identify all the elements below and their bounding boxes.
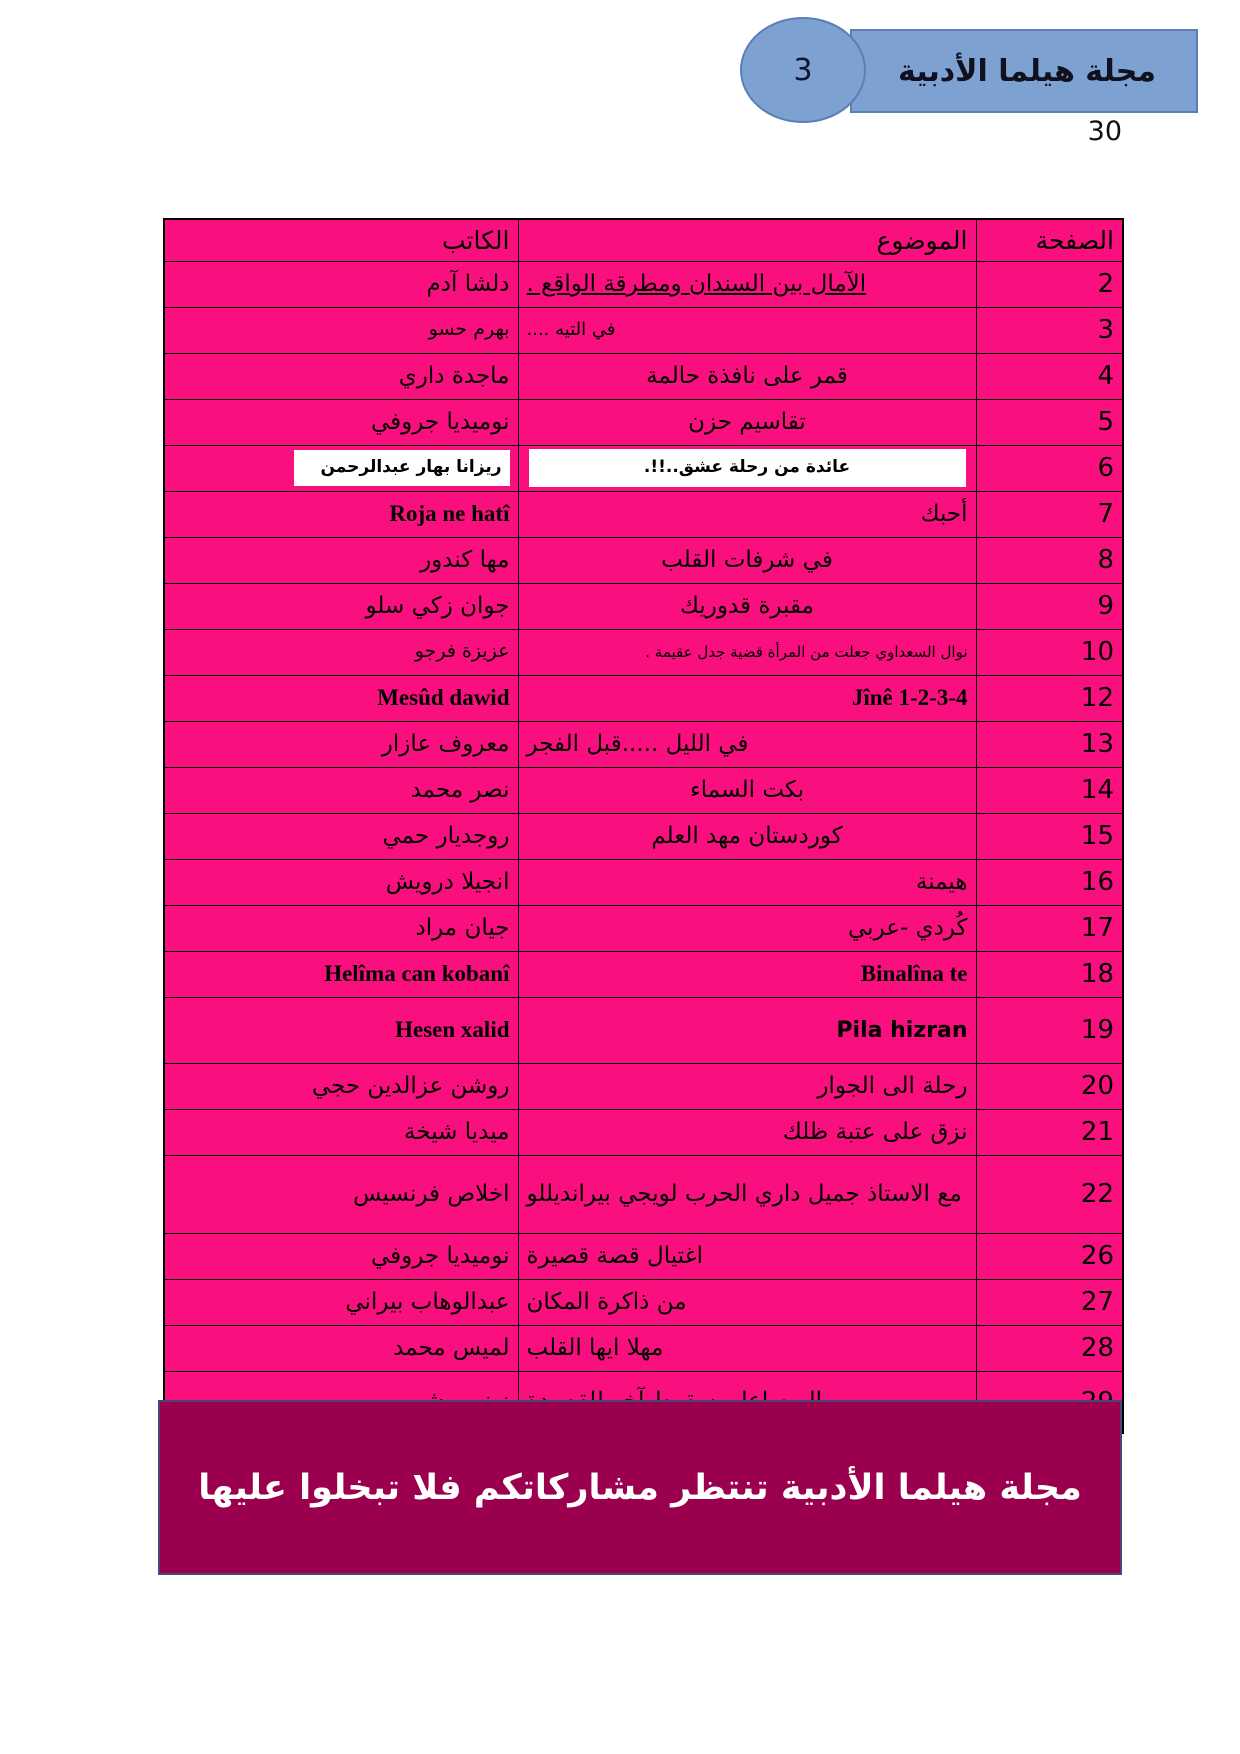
footer-banner [158,1400,1122,1575]
writer-cell [164,1063,518,1109]
topic-cell-text: الآمال بين السندان ومطرقة الواقع . [526,270,867,297]
writer-cell [164,1155,518,1233]
table-row [164,491,1123,537]
issue-number-badge [740,17,866,123]
toc-table [163,218,1124,1434]
topic-cell [518,859,976,905]
writer-cell-text: جيان مراد [415,914,510,941]
topic-cell-text: مهلا ايها القلب [526,1334,664,1361]
page-cell [976,767,1123,813]
page-cell-text: 17 [1080,912,1114,943]
page-cell [976,583,1123,629]
page-cell-text: 14 [1080,774,1114,805]
page-cell [976,537,1123,583]
topic-cell [518,905,976,951]
writer-cell [164,307,518,353]
page-cell-text: 13 [1080,728,1114,759]
topic-cell-text: عائدة من رحلة عشق..!!. [529,449,966,486]
page-cell [976,951,1123,997]
page-cell [976,1155,1123,1233]
writer-cell [164,859,518,905]
writer-cell-text: جوان زكي سلو [365,592,510,619]
page-number: 30 [1087,116,1122,147]
writer-cell-text: نصر محمد [410,776,510,803]
column-header-topic [518,219,976,261]
page-cell-text: 27 [1080,1286,1114,1317]
writer-cell-text: مها كندور [420,546,510,573]
page-cell-text: 8 [1097,544,1114,575]
page-cell-text: 2 [1097,268,1114,299]
topic-cell-text: من ذاكرة المكان [526,1288,687,1315]
footer-banner-text: مجلة هيلما الأدبية تنتظر مشاركاتكم فلا تبخلوا عليها [198,1467,1082,1508]
page-cell [976,629,1123,675]
page-cell [976,813,1123,859]
topic-cell [518,1325,976,1371]
page-cell [976,1109,1123,1155]
page-cell [976,445,1123,491]
writer-cell-text: معروف عازار [381,730,510,757]
page-cell [976,1233,1123,1279]
page-cell [976,399,1123,445]
writer-cell [164,767,518,813]
page-cell [976,491,1123,537]
page-cell-text: 4 [1097,360,1114,391]
table-row [164,1063,1123,1109]
writer-cell-text: نوميديا جروفي [370,408,510,435]
page-cell-text: 16 [1080,866,1114,897]
topic-cell-text: في التيه .... [526,318,616,340]
page-cell [976,307,1123,353]
topic-cell [518,1109,976,1155]
page-cell-text: 15 [1080,820,1114,851]
topic-cell-text: اغتيال قصة قصيرة [526,1242,704,1269]
writer-cell [164,399,518,445]
table-row [164,1279,1123,1325]
page-cell-text: 5 [1097,406,1114,437]
writer-cell-text: روجديار حمي [382,822,510,849]
writer-cell-text: روشن عزالدين حجي [311,1072,510,1099]
writer-cell-text: Mesûd dawid [377,684,510,710]
page-cell [976,859,1123,905]
magazine-title: مجلة هيلما الأدبية [898,53,1156,89]
page-cell [976,1063,1123,1109]
table-row [164,399,1123,445]
page-cell-text: 22 [1080,1178,1114,1209]
writer-cell [164,1109,518,1155]
page-cell-text: 9 [1097,590,1114,621]
topic-cell [518,1155,976,1233]
topic-cell [518,537,976,583]
topic-cell-text: مقبرة قدوريك [679,592,814,619]
toc-table-body [164,261,1123,1433]
page-cell [976,261,1123,307]
topic-cell [518,583,976,629]
page-cell-text: 10 [1080,636,1114,667]
writer-cell [164,813,518,859]
table-row [164,859,1123,905]
writer-cell [164,491,518,537]
topic-cell-text: كُردي -عربي [848,914,968,941]
topic-cell [518,445,976,491]
topic-cell-text: نوال السعداوي جعلت من المرأة قضية جدل عقيمة . [645,642,968,661]
topic-cell-text: أحبك [920,500,968,527]
writer-cell-text: Helîma can kobanî [324,960,510,986]
topic-cell-text: في الليل .....قبل الفجر [526,730,749,757]
topic-cell-text: نزق على عتبة ظلك [782,1118,968,1145]
writer-cell-text: انجيلا درويش [385,868,510,895]
writer-cell-text: لميس محمد [393,1334,510,1361]
topic-cell [518,399,976,445]
topic-cell [518,767,976,813]
writer-cell-text: بهرم حسو [428,318,510,341]
column-header-page [976,219,1123,261]
toc-header-row [164,219,1123,261]
page-cell-text: 26 [1080,1240,1114,1271]
writer-cell-text: عزيزة فرجو [414,640,510,663]
issue-number: 3 [793,52,813,88]
masthead-banner [850,29,1198,113]
table-row [164,1155,1123,1233]
writer-cell [164,445,518,491]
writer-cell [164,353,518,399]
table-row [164,721,1123,767]
topic-cell [518,1063,976,1109]
writer-cell-text: عبدالوهاب بيراني [345,1288,510,1315]
column-header-writer-text: الكاتب [442,225,510,255]
writer-cell [164,997,518,1063]
topic-cell-text: Binalîna te [860,960,968,986]
topic-cell [518,629,976,675]
topic-cell [518,353,976,399]
page-cell [976,1325,1123,1371]
writer-cell-text: Hesen xalid [395,1016,510,1042]
table-row [164,997,1123,1063]
table-row [164,629,1123,675]
writer-cell [164,1233,518,1279]
writer-cell [164,261,518,307]
topic-cell [518,675,976,721]
topic-cell [518,997,976,1063]
table-row [164,537,1123,583]
table-row [164,307,1123,353]
table-row [164,583,1123,629]
topic-cell [518,721,976,767]
writer-cell [164,951,518,997]
topic-cell-text: Jînê 1-2-3-4 [851,684,968,710]
topic-cell [518,813,976,859]
writer-cell-text: نوميديا جروفي [370,1242,510,1269]
page-cell-text: 21 [1080,1116,1114,1147]
topic-cell-text: قمر على نافذة حالمة [646,362,848,389]
writer-cell [164,721,518,767]
topic-cell [518,491,976,537]
topic-cell-text: هيمنة [915,868,968,895]
table-row [164,813,1123,859]
table-row [164,905,1123,951]
topic-cell-text: كوردستان مهد العلم [651,822,843,849]
page-cell [976,997,1123,1063]
writer-cell [164,1279,518,1325]
page-cell [976,1279,1123,1325]
column-header-topic-text: الموضوع [876,225,968,255]
table-row [164,445,1123,491]
writer-cell [164,537,518,583]
table-row [164,1325,1123,1371]
writer-cell [164,1325,518,1371]
page-cell [976,905,1123,951]
page-cell-text: 12 [1080,682,1114,713]
writer-cell [164,583,518,629]
topic-cell-text: رحلة الى الجوار [817,1072,968,1099]
page-cell-text: 28 [1080,1332,1114,1363]
table-row [164,261,1123,307]
page-cell [976,675,1123,721]
page-cell [976,721,1123,767]
topic-cell [518,1233,976,1279]
page-cell [976,353,1123,399]
writer-cell [164,675,518,721]
writer-cell-text: اخلاص فرنسيس [353,1180,510,1207]
writer-cell-text: دلشا آدم [426,270,510,297]
topic-cell [518,261,976,307]
table-row [164,353,1123,399]
writer-cell-text: ميديا شيخة [404,1118,510,1145]
topic-cell-text: بكت السماء [689,776,805,803]
topic-cell-text: تقاسيم حزن [688,408,806,435]
writer-cell-text: Roja ne hatî [389,500,510,526]
topic-cell [518,951,976,997]
page-cell-text: 6 [1097,452,1114,483]
table-row [164,1109,1123,1155]
topic-cell [518,1279,976,1325]
table-row [164,951,1123,997]
page-cell-text: 7 [1097,498,1114,529]
column-header-writer [164,219,518,261]
page-cell-text: 20 [1080,1070,1114,1101]
page-cell-text: 18 [1080,958,1114,989]
topic-cell-text: في شرفات القلب [661,546,833,573]
writer-cell-text: ماجدة داري [398,362,510,389]
column-header-page-text: الصفحة [1035,225,1114,255]
table-row [164,767,1123,813]
table-row [164,675,1123,721]
page-cell-text: 19 [1080,1014,1114,1045]
writer-cell [164,629,518,675]
topic-cell-text: مع الاستاذ جميل داري الحرب لويجي بيرانديللو [526,1180,962,1207]
topic-cell-text: Pila hizran [836,1017,968,1043]
topic-cell [518,307,976,353]
table-row [164,1233,1123,1279]
page-cell-text: 3 [1097,314,1114,345]
writer-cell [164,905,518,951]
writer-cell-text: ريزانا بهار عبدالرحمن [294,450,509,485]
